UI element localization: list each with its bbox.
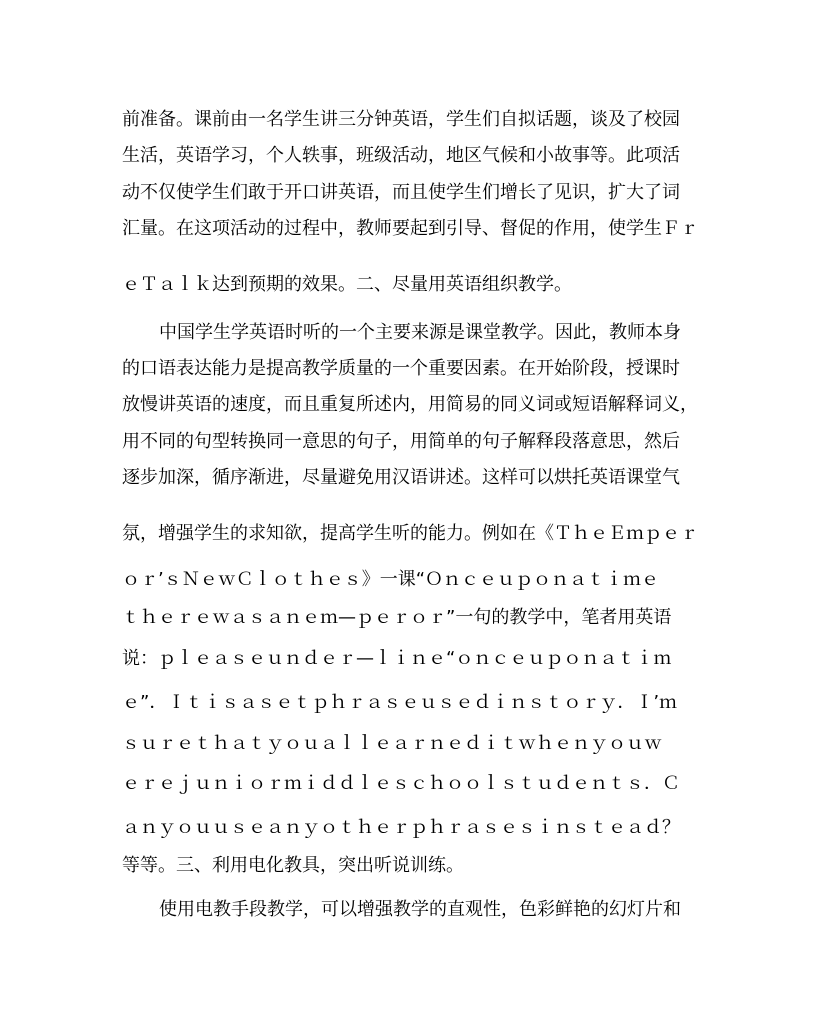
text-line: ｏｒ’ｓＮｅｗＣｌｏｔｈｅｓ》一课“Ｏｎｃｅｕｐｏｎａｔｉｍｅ (122, 569, 660, 590)
text-line: ｅ”．Ｉｔｉｓａｓｅｔｐｈｒａｓｅｕｓｅｄｉｎｓｔｏｒｙ．Ｉ’ｍ (122, 692, 678, 713)
text-line: 汇量。在这项活动的过程中，教师要起到引导、督促的作用，使学生Ｆｒ (122, 218, 698, 239)
text-line: 生活，英语学习，个人轶事，班级活动，地区气候和小故事等。此项活 (122, 145, 680, 166)
text-line: 前准备。课前由一名学生讲三分钟英语，学生们自拟话题，谈及了校园 (122, 109, 680, 130)
text-line: 用不同的句型转换同一意思的句子，用简单的句子解释段落意思，然后 (122, 431, 680, 452)
text-line: 放慢讲英语的速度，而且重复所述内，用简易的同义词或短语解释词义， (122, 394, 698, 415)
text-line: 氛，增强学生的求知欲，提高学生听的能力。例如在《ＴｈｅＥｍｐｅｒ (122, 523, 698, 544)
text-line: ａｎｙｏｕｕｓｅａｎｙｏｔｈｅｒｐｈｒａｓｅｓｉｎｓｔｅａｄ？ (122, 817, 680, 838)
paragraph-first-line: 中国学生学英语时听的一个主要来源是课堂教学。因此，教师本身 (159, 322, 681, 343)
text-line: 动不仅使学生们敢于开口讲英语，而且使学生们增长了见识，扩大了词 (122, 182, 680, 203)
text-line: ｓｕｒｅｔｈａｔｙｏｕａｌｌｅａｒｎｅｄｉｔｗｈｅｎｙｏｕｗ (122, 733, 662, 754)
text-line: 说：ｐｌｅａｓｅｕｎｄｅｒ—ｌｉｎｅ“ｏｎｃｅｕｐｏｎａｔｉｍ (122, 648, 672, 669)
text-line: 等等。三、利用电化教具，突出听说训练。 (122, 855, 464, 876)
text-line: ｅｒｅｊｕｎｉｏｒｍｉｄｄｌｅｓｃｈｏｏｌｓｔｕｄｅｎｔｓ．Ｃ (122, 773, 680, 794)
text-line: ｔｈｅｒｅｗａｓａｎｅｍ—ｐｅｒｏｒ”一句的教学中，笔者用英语 (122, 607, 672, 628)
text-line: 逐步加深，循序渐进，尽量避免用汉语讲述。这样可以烘托英语课堂气 (122, 467, 680, 488)
paragraph-first-line: 使用电教手段教学，可以增强教学的直观性，色彩鲜艳的幻灯片和 (159, 899, 681, 920)
text-line: 的口语表达能力是提高教学质量的一个重要因素。在开始阶段，授课时 (122, 358, 680, 379)
text-line: ｅＴａｌｋ达到预期的效果。二、尽量用英语组织教学。 (122, 274, 572, 295)
